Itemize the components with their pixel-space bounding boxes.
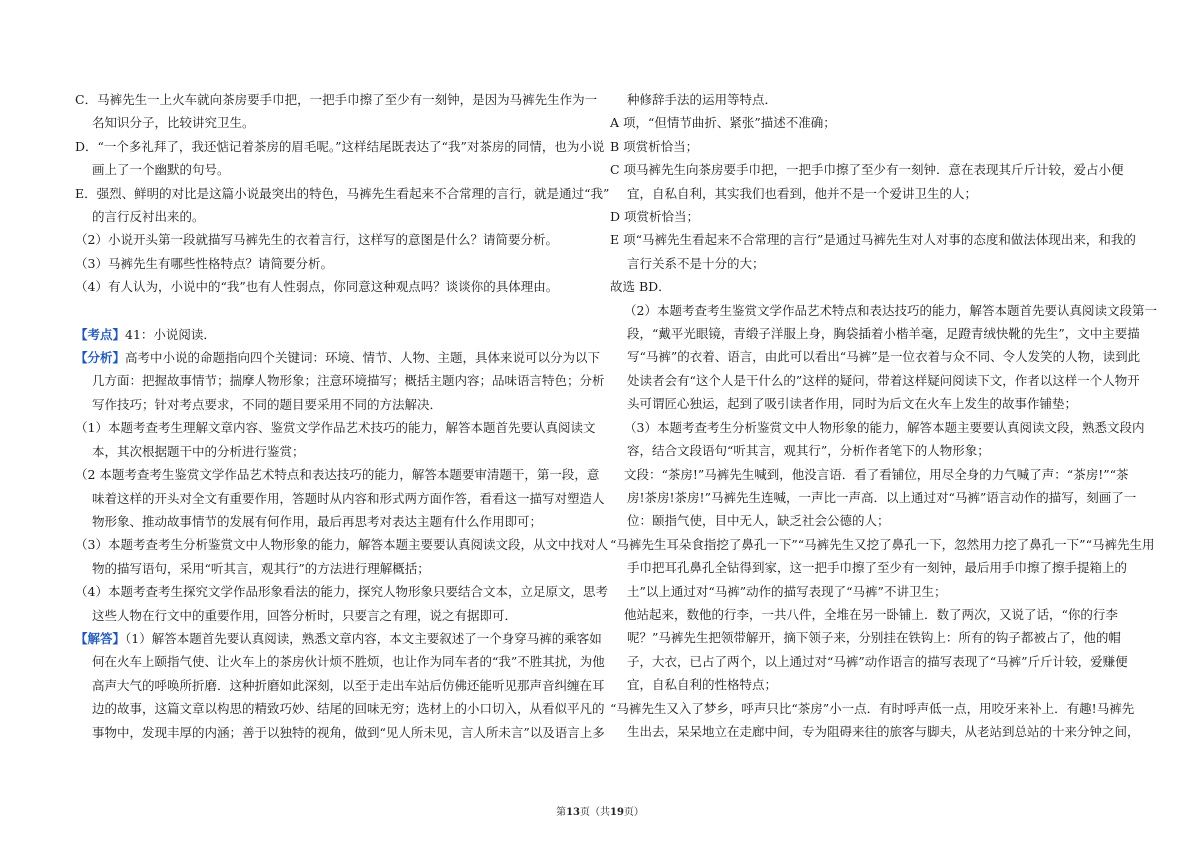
kaodian-tag: 【考点】 [75, 326, 126, 342]
right-column [610, 88, 1157, 743]
left-column [75, 88, 610, 744]
right-line-9: 故选 BD． [610, 279, 671, 295]
footer-suffix: 页） [623, 807, 644, 818]
option-c-line2: 名知识分子，比较讲究卫生。 [92, 115, 255, 131]
jieda-line-4: 边的故事，这篇文章以构思的精致巧妙、结尾的回味无穷；选材上的小口切入，从看似平凡的 [92, 701, 605, 717]
fenxi-line-4: （1）本题考查考生理解文章内容、鉴赏文学作品艺术技巧的能力，解答本题首先要认真阅读文 [75, 420, 596, 436]
question-2: （2）小说开头第一段就描写马裤先生的衣着言行，这样写的意图是什么？请简要分析。 [75, 232, 558, 248]
option-c-line1: C．马裤先生一上火车就向茶房要手巾把，一把手巾擦了至少有一刻钟，是因为马裤先生作为一 [75, 92, 598, 107]
right-line-14: 头可谓匠心独运，起到了吸引读者作用，同时为后文在火车上发生的故事作铺垫； [627, 396, 1078, 412]
right-line-24: 呢？”马裤先生把领带解开，摘下领子来，分别挂在铁钩上：所有的钩子都被占了，他的帽 [627, 630, 1121, 646]
fenxi-line [75, 346, 601, 369]
right-line-2: A 项，“但情节曲折、紧张”描述不准确； [610, 115, 836, 131]
page-footer [0, 803, 1200, 818]
footer-prefix: 第 [556, 807, 567, 818]
right-line-19: 位：颐指气使，目中无人，缺乏社会公德的人； [627, 513, 890, 529]
option-d-line1: D．“一个多礼拜了，我还惦记着茶房的眉毛呢。”这样结尾既表达了“我”对茶房的同情，也为小说 [75, 138, 605, 154]
jieda-line-5: 事物中，发现丰厚的内涵；善于以独特的视角，做到“见人所未见，言人所未言”以及语言上多 [92, 724, 605, 740]
footer-middle: 页（共 [580, 807, 610, 818]
right-line-17: 文段：“茶房!”马裤先生喊到，他没言语．看了看铺位，用尽全身的力气喊了声：“茶房!”“茶 [624, 466, 1129, 482]
kaodian-line [75, 323, 595, 346]
right-line-7: E 项“马裤先生看起来不合常理的言行”是通过马裤先生对人对事的态度和做法体现出来，和我的 [610, 232, 1136, 248]
right-line-12: 写“马裤”的衣着、语言，由此可以看出“马裤”是一位衣着与众不同、令人发笑的人物，读到此 [627, 349, 1141, 365]
fenxi-line-6: （2 本题考查考生鉴赏文学作品艺术特点和表达技巧的能力，解答本题要审清题干，第一段，意 [75, 467, 600, 483]
jieda-text: （1）解答本题首先要认真阅读，熟悉文章内容，本文主要叙述了一个身穿马裤的乘客如 [125, 630, 602, 646]
jieda-tag: 【解答】 [75, 630, 126, 646]
right-line-23: 他站起来，数他的行李，一共八件，全堆在另一卧铺上．数了两次，又说了话，“你的行李 [624, 606, 1118, 622]
fenxi-line-8: 物形象、推动故事情节的发展有何作用，最后再思考对表达主题有什么作用即可； [92, 513, 543, 529]
right-line-16: 容，结合文段语句“听其言，观其行”，分析作者笔下的人物形象； [627, 443, 990, 459]
fenxi-line-3: 写作技巧；针对考点要求，不同的题目要采用不同的方法解决． [92, 396, 443, 412]
fenxi-line-2: 几方面：把握故事情节；揣摩人物形象；注意环境描写；概括主题内容；品味语言特色；分析 [92, 373, 605, 389]
right-line-13: 处读者会有“这个人是干什么的”这样的疑问，带着这样疑问阅读下文，作者以这样一个人物开 [627, 372, 1140, 388]
right-line-25: 子，大衣，已占了两个，以上通过对“马裤”动作语言的描写表现了“马裤”斤斤计较，爱赚便 [627, 653, 1128, 669]
footer-page-number: 13 [566, 807, 580, 818]
right-line-4: C 项马裤先生向茶房要手巾把，一把手巾擦了至少有一刻钟．意在表现其斤斤计较，爱占小便 [610, 162, 1124, 178]
jieda-line-3: 高声大气的呼唤所折磨．这种折磨如此深刻，以至于走出车站后仿佛还能听见那声音纠缠在耳 [92, 677, 605, 693]
option-e-line1: E．强烈、鲜明的对比是这篇小说最突出的特色，马裤先生看起来不合常理的言行，就是通过“我” [75, 185, 610, 201]
right-line-21: 手巾把耳孔鼻孔全钻得到家，这一把手巾擦了至少有一刻钟，最后用手巾擦了擦手提箱上的 [627, 560, 1128, 576]
fenxi-line-12: 这些人物在行文中的重要作用，回答分析时，只要言之有理，说之有据即可． [92, 607, 518, 623]
right-line-6: D 项赏析恰当； [610, 209, 699, 225]
right-line-26: 宜，自私自利的性格特点； [627, 677, 778, 693]
jieda-line [75, 627, 602, 650]
right-line-3: B 项赏析恰当； [610, 138, 699, 154]
question-3: （3）马裤先生有哪些性格特点？请简要分析。 [75, 255, 333, 271]
right-line-1: 种修辞手法的运用等特点． [627, 92, 778, 107]
kaodian-text: 41：小说阅读． [125, 326, 216, 342]
option-e-line2: 的言行反衬出来的。 [92, 209, 205, 225]
right-line-27: “马裤先生又入了梦乡，呼声只比“茶房”小一点．有时呼声低一点，用咬牙来补上．有趣!马裤先 [610, 700, 1135, 716]
fenxi-line-7: 味着这样的开头对全文有重要作用，答题时从内容和形式两方面作答，看看这一描写对塑造人 [92, 490, 605, 506]
option-d-line2: 画上了一个幽默的句号。 [92, 162, 230, 178]
right-line-20: “马裤先生耳朵食指挖了鼻孔一下”“马裤先生又挖了鼻孔一下，忽然用力挖了鼻孔一下”“马裤先生用 [610, 536, 1155, 552]
right-line-28: 生出去，呆呆地立在走廊中间，专为阻碍来往的旅客与脚夫，从老站到总站的十来分钟之间， [627, 723, 1140, 739]
fenxi-line-5: 本，其次根据题干中的分析进行鉴赏； [92, 443, 305, 459]
question-4: （4）有人认为，小说中的“我”也有人性弱点，你同意这种观点吗？谈谈你的具体理由。 [75, 279, 559, 295]
fenxi-line-11: （4）本题考查考生探究文学作品形象看法的能力，探究人物形象只要结合文本，立足原文，思考 [75, 584, 608, 600]
fenxi-text: 高考中小说的命题指向四个关键词：环境、情节、人物、主题，具体来说可以分为以下 [125, 350, 601, 366]
jieda-line-2: 何在火车上颐指气使、让火车上的茶房伙计烦不胜烦，也让作为同车者的“我”不胜其扰，为他 [92, 654, 605, 670]
right-line-5: 宜，自私自利，其实我们也看到，他并不是一个爱讲卫生的人； [627, 185, 978, 201]
right-line-22: 土”以上通过对“马裤”动作的描写表现了“马裤”不讲卫生； [627, 583, 947, 599]
right-line-18: 房!茶房!茶房!”马裤先生连喊，一声比一声高．以上通过对“马裤”语言动作的描写，刻画了一 [627, 489, 1137, 505]
fenxi-line-10: 物的描写语句，采用“听其言，观其行”的方法进行理解概括； [92, 560, 430, 576]
right-line-11: 段，“戴平光眼镜，青缎子洋服上身，胸袋插着小楷羊毫，足蹬青绒快靴的先生”，文中主要描 [627, 326, 1140, 342]
fenxi-line-9: （3）本题考查考生分析鉴赏文中人物形象的能力，解答本题主要要认真阅读文段，从文中找对人 [75, 537, 608, 553]
footer-total-pages: 19 [610, 807, 624, 818]
right-line-8: 言行关系不是十分的大； [627, 255, 765, 271]
fenxi-tag: 【分析】 [75, 350, 126, 366]
right-line-15: （3）本题考查考生分析鉴赏文中人物形象的能力，解答本题主要要认真阅读文段，熟悉文段内 [624, 419, 1145, 435]
right-line-10: （2）本题考查考生鉴赏文学作品艺术特点和表达技巧的能力，解答本题首先要认真阅读文段第一 [624, 302, 1157, 318]
